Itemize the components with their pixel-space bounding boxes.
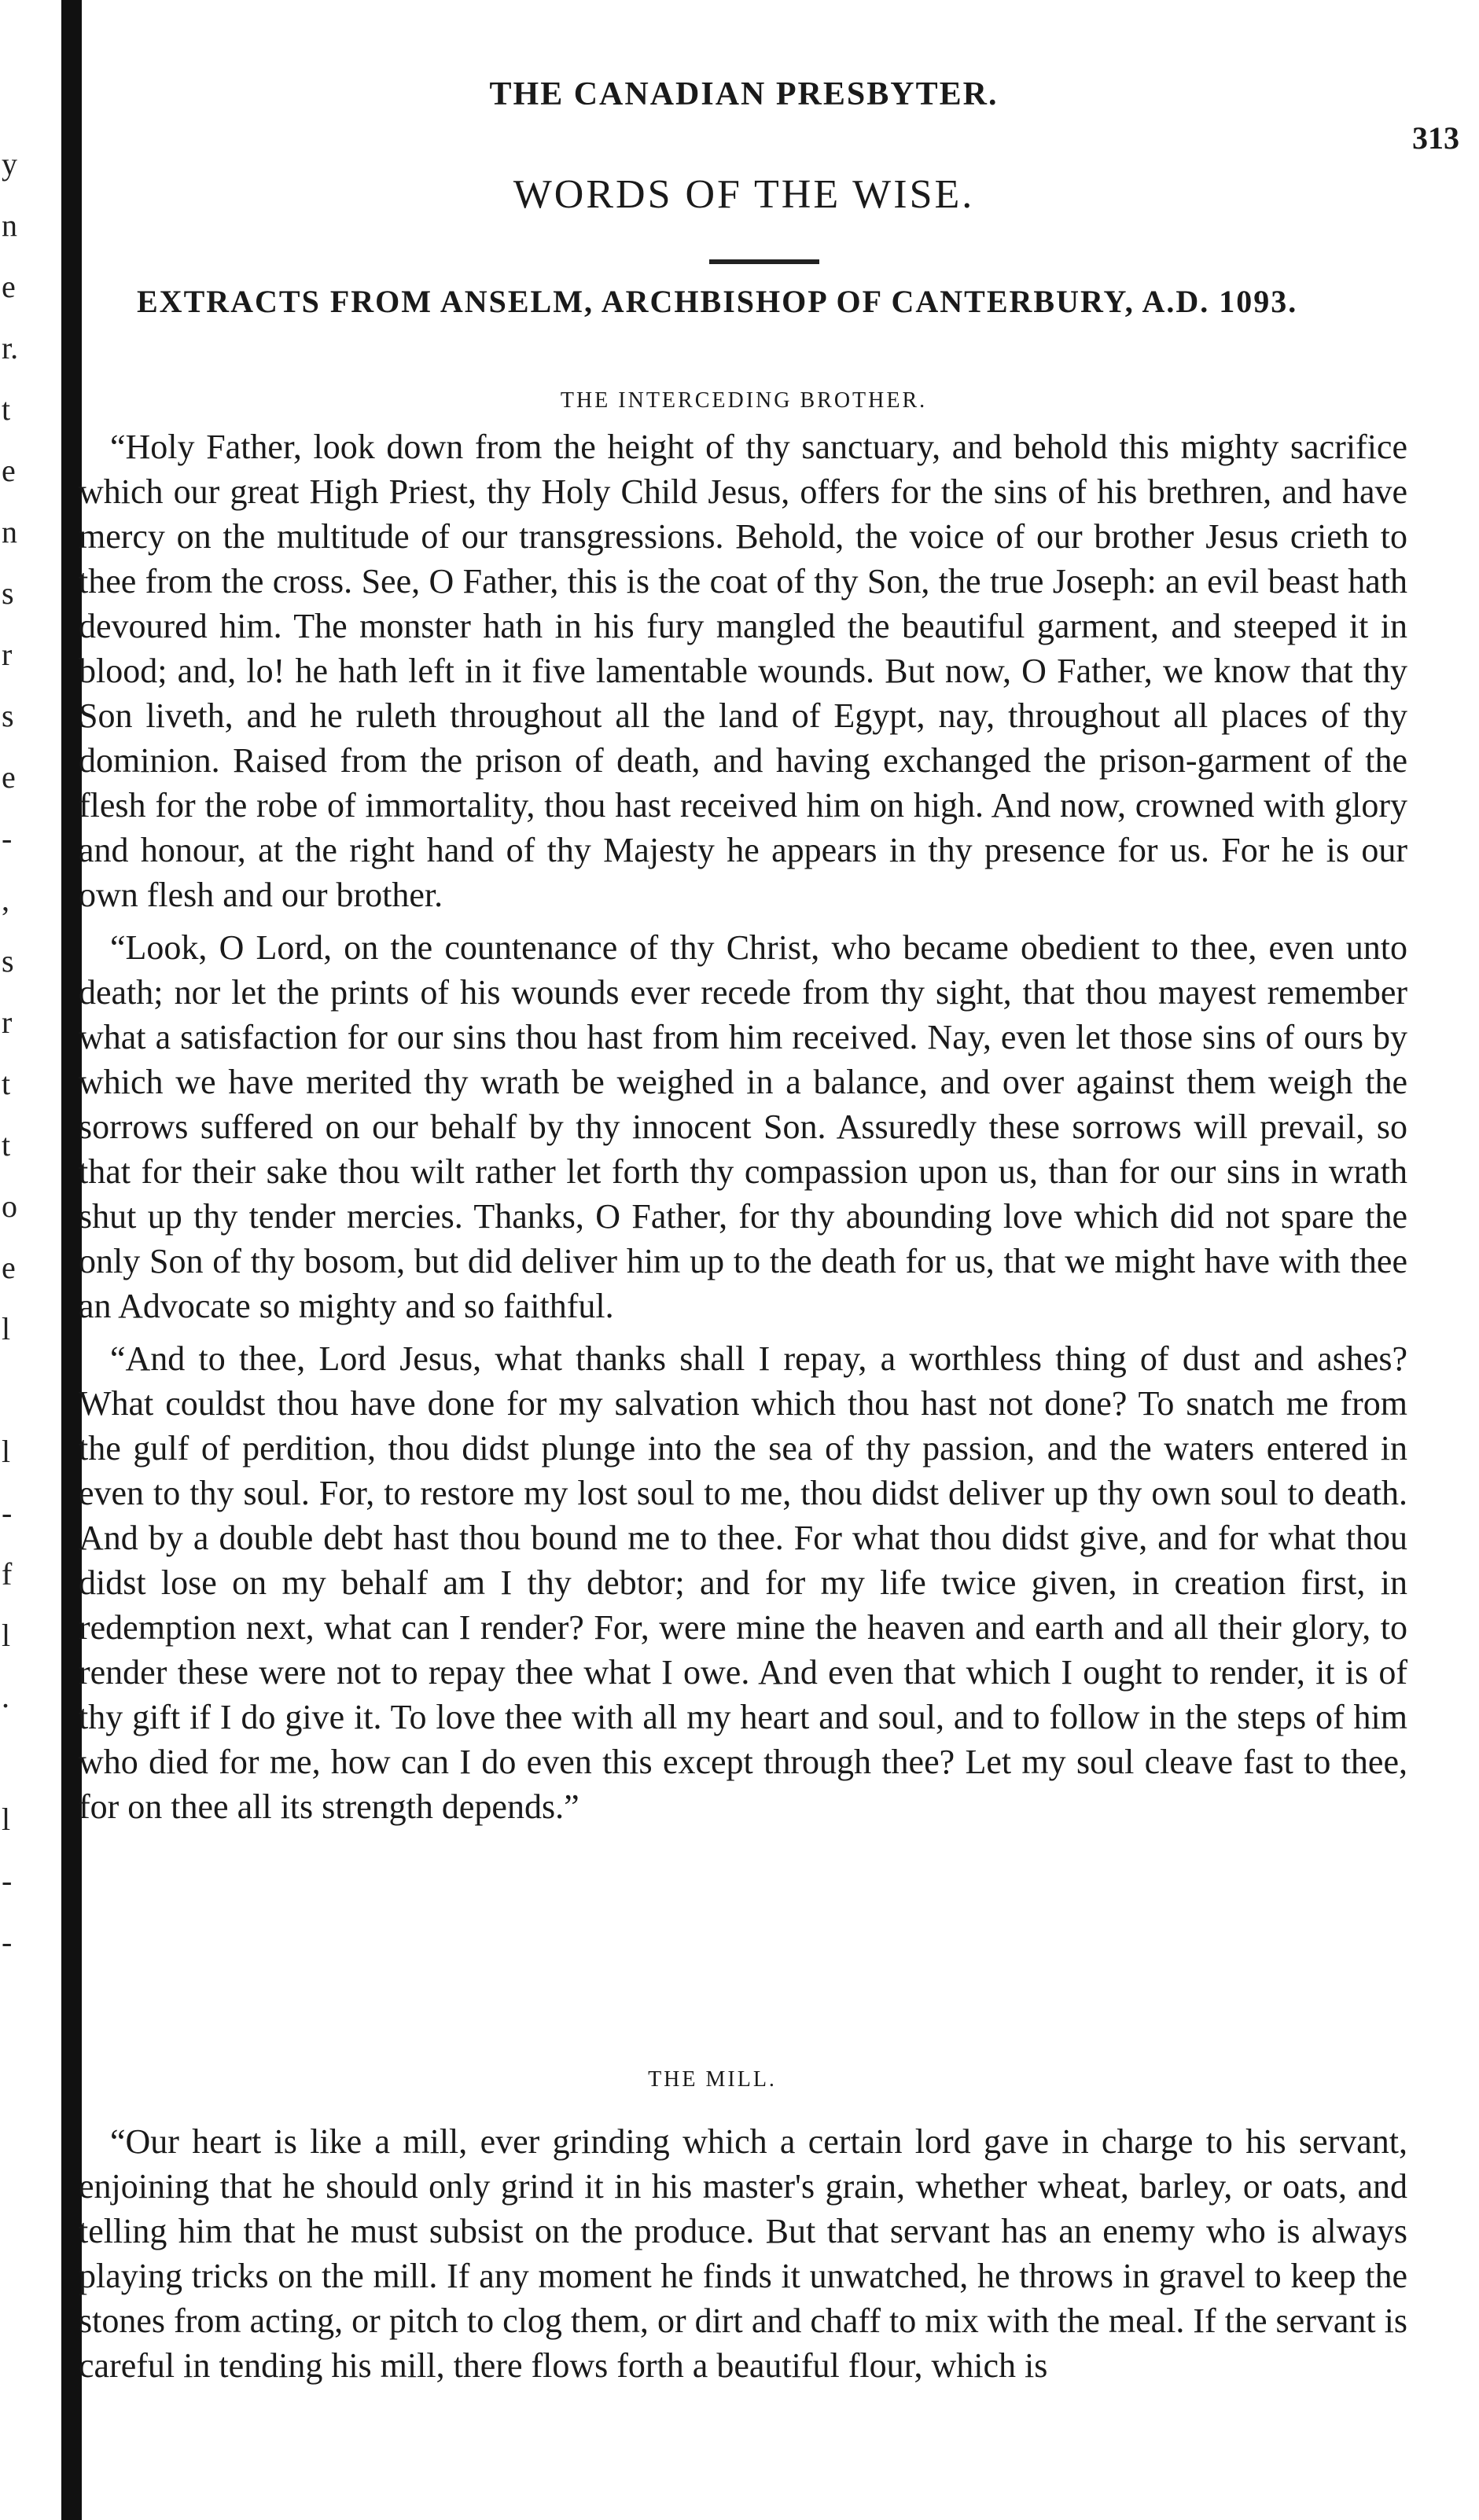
margin-letter: - [2, 821, 13, 856]
paragraph: “And to thee, Lord Jesus, what thanks shall I repay, a worthless thing of dust and ashes? What couldst thou have done for my salvation which thou hast not done? To snatch me from the gulf of perdition, thou didst plunge into the sea of thy passion, and the waters entered in even to thy soul. For, to restore my lost soul to me, thou didst deliver up thy own soul to death. And by a double debt hast thou bound me to thee. For what thou didst give, and for what thou didst lose on my behalf am I thy debtor; and for my life twice given, in creation first, in redemption next, what can I render? For, were mine the heaven and earth and all their glory, to render these were not to repay thee what I owe. And even that which I ought to render, it is of thy gift if I do give it. To love thee with all my heart and soul, and to follow in the steps of him who died for me, how can I do even this except through thee? Let my soul cleave fast to thee, for on thee all its strength depends.” [79, 1339, 1407, 1826]
margin-letter: r. [2, 330, 19, 366]
running-head: THE CANADIAN PRESBYTER. [489, 76, 999, 112]
margin-letter: e [2, 759, 16, 795]
margin-letter: l [2, 1434, 11, 1469]
margin-letter: t [2, 1066, 11, 1101]
margin-letters [0, 0, 41, 2520]
margin-letter: t [2, 391, 11, 427]
margin-letter [2, 1728, 41, 1789]
page [75, 0, 1459, 2520]
margin-letter: . [2, 1679, 9, 1714]
margin-letter [2, 1360, 41, 1421]
the-mill-text [79, 2119, 1407, 2396]
margin-letter: s [2, 698, 14, 733]
margin-letter: n [2, 208, 17, 243]
margin-letter: - [2, 1924, 13, 1960]
margin-letter: - [2, 1863, 13, 1898]
paragraph: “Holy Father, look down from the height of thy sanctuary, and behold this mighty sacrifice which our great High Priest, thy Holy Child Jesus, offers for the sins of his brethren, and have mercy on the multitude of our transgressions. Behold, the voice of our brother Jesus crieth to thee from the cross. See, O Father, this is the coat of thy Son, the true Joseph: an evil beast hath devoured him. The monster hath in his fury mangled the beautiful garment, and steeped it in blood; and, lo! he hath left in it five lamentable wounds. But now, O Father, we know that thy Son liveth, and he ruleth throughout all the land of Egypt, nay, throughout all places of thy dominion. Raised from the prison of death, and having exchanged the prison-garment of the flesh for the robe of immortality, thou hast received him on high. And now, crowned with glory and honour, at the right hand of thy Majesty he appears in thy presence for us. For he is our own flesh and our brother. [79, 428, 1407, 914]
subhead-the-mill: THE MILL. [648, 2067, 777, 2092]
margin-letter: e [2, 269, 16, 304]
margin-letter: o [2, 1188, 17, 1224]
margin-letter: e [2, 453, 16, 488]
title-rule [709, 259, 819, 264]
page-number: 313 [1412, 120, 1459, 156]
subhead-interceding-brother: THE INTERCEDING BROTHER. [560, 388, 928, 413]
margin-letter: l [2, 1618, 11, 1653]
margin-letter: e [2, 1250, 16, 1285]
margin-letter: s [2, 575, 14, 611]
margin-letter: n [2, 514, 17, 549]
margin-letter: s [2, 943, 14, 979]
margin-letter: l [2, 1802, 11, 1837]
margin-letter: r [2, 637, 13, 672]
margin-letter: l [2, 1311, 11, 1346]
margin-letter: f [2, 1556, 13, 1592]
paragraph: “Look, O Lord, on the countenance of thy Christ, who became obedient to thee, even unto death; nor let the prints of his wounds ever recede from thy sight, that thou mayest remember what a satisfaction for our sins thou hast from him received. Nay, even let those sins of ours by which we have merited thy wrath be weighed in a balance, and over against them weigh the sorrows suffered on our behalf by thy innocent Son. Assuredly these sorrows will prevail, so that for their sake thou wilt rather let forth thy compassion upon us, than for our sins in wrath shut up thy tender mercies. Thanks, O Father, for thy abounding love which did not spare the only Son of thy bosom, but did deliver him up to the death for us, that we might have with thee an Advocate so mighty and so faithful. [79, 928, 1407, 1325]
extract-title: EXTRACTS FROM ANSELM, ARCHBISHOP OF CANTERBURY, A.D. 1093. [137, 284, 1298, 319]
margin-letter: , [2, 882, 9, 917]
margin-letter: t [2, 1127, 11, 1163]
interceding-brother-text [79, 424, 1407, 1837]
paragraph: “Our heart is like a mill, ever grinding which a certain lord gave in charge to his servant, enjoining that he should only grind it in his master's grain, whether wheat, barley, or oats, and telling him that he must subsist on the produce. But that servant has an enemy who is always playing tricks on the mill. If any moment he finds it unwatched, he throws in gravel to keep the stones from acting, or pitch to clog them, or dirt and chaff to mix with the meal. If the servant is careful in tending his mill, there flows forth a beautiful flour, which is [79, 2122, 1407, 2385]
section-title: WORDS OF THE WISE. [513, 172, 975, 217]
margin-letter: - [2, 1495, 13, 1530]
margin-letter: y [2, 146, 17, 182]
margin-letter: r [2, 1005, 13, 1040]
